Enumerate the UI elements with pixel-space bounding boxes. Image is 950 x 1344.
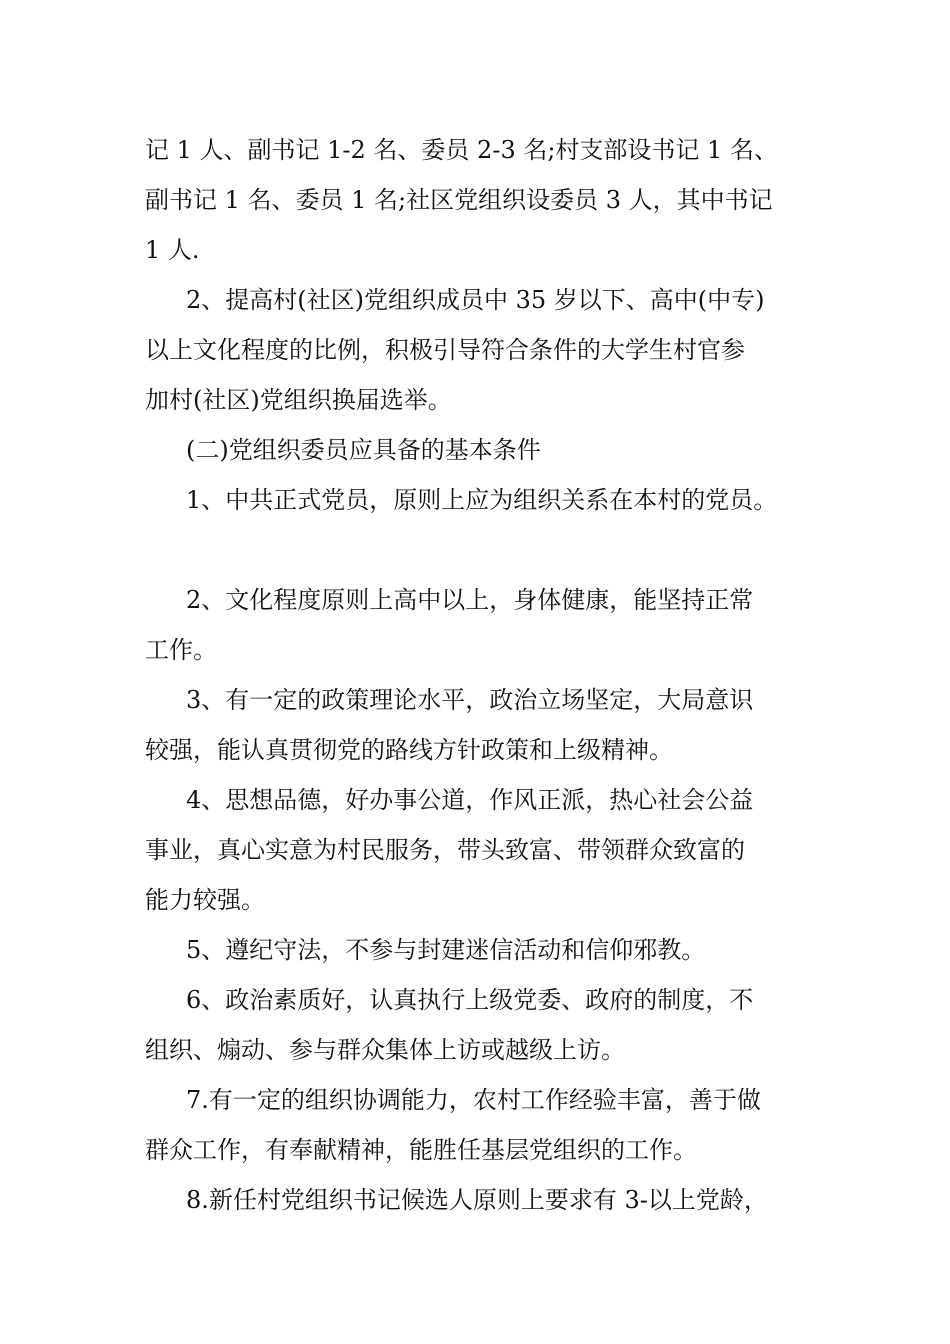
text-line: 事业，真心实意为村民服务，带头致富、带领群众致富的: [145, 836, 745, 864]
text-line: 较强，能认真贯彻党的路线方针政策和上级精神。: [145, 736, 673, 764]
text-line: 4、思想品德，好办事公道，作风正派，热心社会公益: [186, 786, 754, 814]
text-line: 2、提高村(社区)党组织成员中 35 岁以下、高中(中专): [186, 286, 765, 314]
text-line: 组织、煽动、参与群众集体上访或越级上访。: [145, 1036, 625, 1064]
text-line: 7.有一定的组织协调能力，农村工作经验丰富，善于做: [186, 1086, 761, 1114]
text-line: 8.新任村党组织书记候选人原则上要求有 3-以上党龄，: [186, 1186, 768, 1214]
text-line: 5、遵纪守法，不参与封建迷信活动和信仰邪教。: [186, 936, 706, 964]
text-line: 3、有一定的政策理论水平，政治立场坚定，大局意识: [186, 686, 754, 714]
text-line: 1、中共正式党员，原则上应为组织关系在本村的党员。: [186, 486, 778, 514]
text-line: 1 人.: [145, 236, 200, 264]
text-line: 副书记 1 名、委员 1 名;社区党组织设委员 3 人，其中书记: [145, 186, 773, 214]
text-line: 记 1 人、副书记 1-2 名、委员 2-3 名;村支部设书记 1 名、: [145, 136, 778, 164]
text-line: 能力较强。: [145, 886, 265, 914]
text-line: 工作。: [145, 636, 217, 664]
text-line: 6、政治素质好，认真执行上级党委、政府的制度，不: [186, 986, 754, 1014]
text-line: 2、文化程度原则上高中以上，身体健康，能坚持正常: [186, 586, 754, 614]
text-line: 以上文化程度的比例，积极引导符合条件的大学生村官参: [145, 336, 745, 364]
section-heading: (二)党组织委员应具备的基本条件: [186, 436, 541, 464]
text-line: 群众工作，有奉献精神，能胜任基层党组织的工作。: [145, 1136, 697, 1164]
text-line: 加村(社区)党组织换届选举。: [145, 386, 452, 414]
